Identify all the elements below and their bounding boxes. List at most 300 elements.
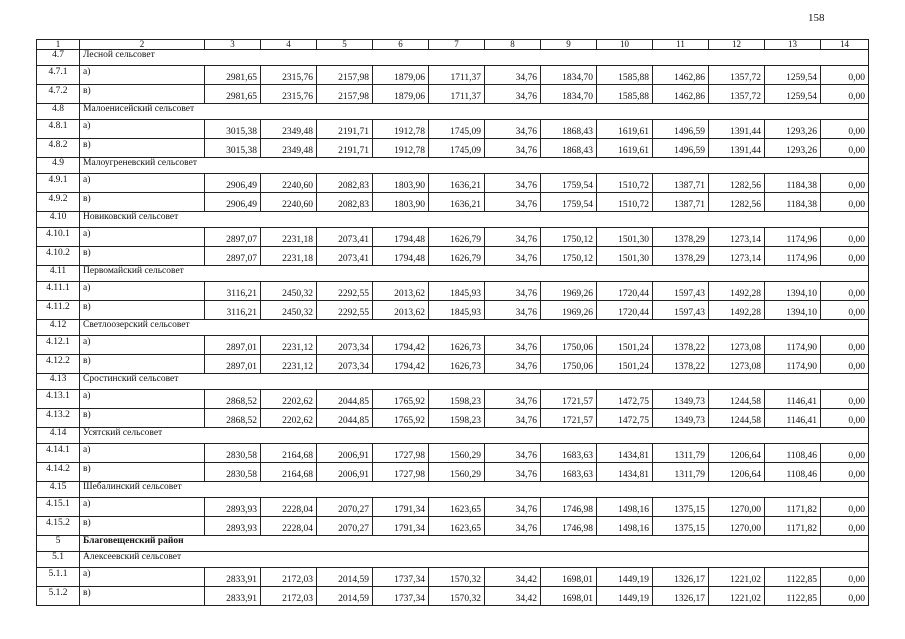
value-cell: 2164,68 [261, 463, 317, 482]
value-cell: 1969,26 [541, 282, 597, 301]
value-cell: 1683,63 [541, 463, 597, 482]
value-cell: 1720,44 [597, 282, 653, 301]
value-cell: 2073,34 [317, 355, 373, 374]
row-label: в) [80, 247, 205, 266]
value-cell: 1349,73 [653, 390, 709, 409]
section-name: Алексеевский сельсовет [80, 552, 869, 568]
value-cell: 2240,60 [261, 174, 317, 193]
row-label: в) [80, 193, 205, 212]
value-cell: 2349,48 [261, 139, 317, 158]
column-number-5: 5 [317, 40, 373, 50]
value-cell: 1727,98 [373, 463, 429, 482]
row-code: 4.13.1 [37, 390, 80, 409]
value-cell: 2157,98 [317, 66, 373, 85]
value-cell: 1570,32 [429, 568, 485, 587]
value-cell: 1683,63 [541, 444, 597, 463]
table-row [37, 85, 869, 104]
value-cell: 1711,37 [429, 66, 485, 85]
value-cell: 2044,85 [317, 409, 373, 428]
value-cell: 34,76 [485, 282, 541, 301]
value-cell: 2006,91 [317, 444, 373, 463]
value-cell: 1293,26 [765, 120, 821, 139]
section-header-row [37, 552, 869, 568]
value-cell: 1378,22 [653, 355, 709, 374]
column-number-1: 1 [37, 40, 80, 50]
table-row [37, 568, 869, 587]
value-cell: 1273,14 [709, 247, 765, 266]
value-cell: 1273,08 [709, 336, 765, 355]
section-name: Сростинский сельсовет [80, 374, 869, 390]
table-row [37, 587, 869, 606]
table-row [37, 444, 869, 463]
value-cell: 1378,29 [653, 228, 709, 247]
value-cell: 1387,71 [653, 193, 709, 212]
value-cell: 2833,91 [205, 587, 261, 606]
row-code: 4.8.1 [37, 120, 80, 139]
value-cell: 1349,73 [653, 409, 709, 428]
value-cell: 1394,10 [765, 301, 821, 320]
value-cell: 0,00 [821, 568, 869, 587]
value-cell: 34,76 [485, 301, 541, 320]
value-cell: 1375,15 [653, 517, 709, 536]
value-cell: 1108,46 [765, 444, 821, 463]
value-cell: 1765,92 [373, 409, 429, 428]
row-code: 4.10.1 [37, 228, 80, 247]
value-cell: 1597,43 [653, 301, 709, 320]
value-cell: 1750,06 [541, 355, 597, 374]
value-cell: 2897,01 [205, 355, 261, 374]
value-cell: 1391,44 [709, 139, 765, 158]
value-cell: 1492,28 [709, 282, 765, 301]
value-cell: 2897,07 [205, 247, 261, 266]
section-name: Усятский сельсовет [80, 428, 869, 444]
section-header-row [37, 104, 869, 120]
value-cell: 1146,41 [765, 409, 821, 428]
row-code: 4.13.2 [37, 409, 80, 428]
value-cell: 1449,19 [597, 587, 653, 606]
value-cell: 2906,49 [205, 174, 261, 193]
row-code: 4.9.2 [37, 193, 80, 212]
value-cell: 1273,08 [709, 355, 765, 374]
value-cell: 3116,21 [205, 301, 261, 320]
value-cell: 2070,27 [317, 498, 373, 517]
value-cell: 2014,59 [317, 568, 373, 587]
section-name: Первомайский сельсовет [80, 266, 869, 282]
section-code: 5.1 [37, 552, 80, 568]
value-cell: 2981,65 [205, 66, 261, 85]
row-code: 4.15.1 [37, 498, 80, 517]
value-cell: 1122,85 [765, 587, 821, 606]
column-number-7: 7 [429, 40, 485, 50]
value-cell: 1803,90 [373, 193, 429, 212]
value-cell: 0,00 [821, 390, 869, 409]
value-cell: 2893,93 [205, 498, 261, 517]
row-code: 4.7.2 [37, 85, 80, 104]
value-cell: 1585,88 [597, 66, 653, 85]
value-cell: 1623,65 [429, 498, 485, 517]
section-header-row [37, 212, 869, 228]
value-cell: 2292,55 [317, 301, 373, 320]
value-cell: 1108,46 [765, 463, 821, 482]
row-label: а) [80, 498, 205, 517]
value-cell: 1122,85 [765, 568, 821, 587]
column-number-14: 14 [821, 40, 869, 50]
value-cell: 1745,09 [429, 139, 485, 158]
value-cell: 1244,58 [709, 390, 765, 409]
table-row [37, 120, 869, 139]
value-cell: 2164,68 [261, 444, 317, 463]
value-cell: 34,76 [485, 85, 541, 104]
value-cell: 1496,59 [653, 120, 709, 139]
value-cell: 1834,70 [541, 85, 597, 104]
value-cell: 1472,75 [597, 409, 653, 428]
value-cell: 0,00 [821, 247, 869, 266]
value-cell: 1720,44 [597, 301, 653, 320]
value-cell: 1221,02 [709, 568, 765, 587]
column-number-10: 10 [597, 40, 653, 50]
section-code: 5 [37, 536, 80, 552]
section-header-row [37, 320, 869, 336]
value-cell: 2240,60 [261, 193, 317, 212]
value-cell: 3015,38 [205, 139, 261, 158]
value-cell: 1378,29 [653, 247, 709, 266]
value-cell: 1626,79 [429, 247, 485, 266]
value-cell: 34,76 [485, 193, 541, 212]
value-cell: 3116,21 [205, 282, 261, 301]
column-number-6: 6 [373, 40, 429, 50]
section-header-row [37, 158, 869, 174]
value-cell: 0,00 [821, 120, 869, 139]
value-cell: 2450,32 [261, 282, 317, 301]
value-cell: 34,76 [485, 444, 541, 463]
value-cell: 0,00 [821, 409, 869, 428]
row-code: 4.14.2 [37, 463, 80, 482]
value-cell: 2191,71 [317, 120, 373, 139]
table-row [37, 247, 869, 266]
table-row [37, 282, 869, 301]
row-label: в) [80, 409, 205, 428]
value-cell: 1969,26 [541, 301, 597, 320]
value-cell: 1759,54 [541, 193, 597, 212]
page-number: 158 [808, 12, 825, 24]
value-cell: 1184,38 [765, 193, 821, 212]
value-cell: 1845,93 [429, 282, 485, 301]
value-cell: 1737,34 [373, 587, 429, 606]
value-cell: 1626,73 [429, 355, 485, 374]
value-cell: 1174,96 [765, 247, 821, 266]
value-cell: 1636,21 [429, 193, 485, 212]
value-cell: 2172,03 [261, 568, 317, 587]
value-cell: 34,76 [485, 498, 541, 517]
value-cell: 1721,57 [541, 409, 597, 428]
value-cell: 0,00 [821, 139, 869, 158]
table-row [37, 463, 869, 482]
value-cell: 2013,62 [373, 301, 429, 320]
value-cell: 34,76 [485, 66, 541, 85]
row-code: 4.11.1 [37, 282, 80, 301]
value-cell: 34,76 [485, 517, 541, 536]
value-cell: 1619,61 [597, 120, 653, 139]
value-cell: 1560,29 [429, 463, 485, 482]
value-cell: 1510,72 [597, 193, 653, 212]
value-cell: 1259,54 [765, 66, 821, 85]
value-cell: 1270,00 [709, 498, 765, 517]
section-header-row [37, 50, 869, 66]
column-number-3: 3 [205, 40, 261, 50]
value-cell: 34,76 [485, 120, 541, 139]
table-row [37, 228, 869, 247]
value-cell: 1174,96 [765, 228, 821, 247]
value-cell: 1745,09 [429, 120, 485, 139]
value-cell: 1184,38 [765, 174, 821, 193]
value-cell: 1879,06 [373, 66, 429, 85]
value-cell: 1598,23 [429, 390, 485, 409]
value-cell: 1492,28 [709, 301, 765, 320]
value-cell: 1598,23 [429, 409, 485, 428]
row-label: а) [80, 390, 205, 409]
value-cell: 1794,48 [373, 247, 429, 266]
value-cell: 1501,30 [597, 247, 653, 266]
section-header-row [37, 374, 869, 390]
table-row [37, 498, 869, 517]
value-cell: 1174,90 [765, 355, 821, 374]
value-cell: 1791,34 [373, 498, 429, 517]
row-code: 5.1.1 [37, 568, 80, 587]
value-cell: 1803,90 [373, 174, 429, 193]
value-cell: 2833,91 [205, 568, 261, 587]
value-cell: 2292,55 [317, 282, 373, 301]
section-code: 4.13 [37, 374, 80, 390]
value-cell: 2231,18 [261, 228, 317, 247]
value-cell: 34,76 [485, 409, 541, 428]
value-cell: 1311,79 [653, 444, 709, 463]
value-cell: 1206,64 [709, 444, 765, 463]
section-code: 4.15 [37, 482, 80, 498]
value-cell: 1449,19 [597, 568, 653, 587]
value-cell: 2073,34 [317, 336, 373, 355]
value-cell: 2231,12 [261, 355, 317, 374]
value-cell: 0,00 [821, 355, 869, 374]
value-cell: 2830,58 [205, 463, 261, 482]
value-cell: 1912,78 [373, 120, 429, 139]
section-header-row [37, 482, 869, 498]
value-cell: 0,00 [821, 85, 869, 104]
row-code: 4.10.2 [37, 247, 80, 266]
value-cell: 2172,03 [261, 587, 317, 606]
value-cell: 2013,62 [373, 282, 429, 301]
value-cell: 1626,73 [429, 336, 485, 355]
value-cell: 1387,71 [653, 174, 709, 193]
value-cell: 0,00 [821, 301, 869, 320]
value-cell: 1311,79 [653, 463, 709, 482]
value-cell: 1391,44 [709, 120, 765, 139]
value-cell: 1759,54 [541, 174, 597, 193]
row-code: 4.11.2 [37, 301, 80, 320]
row-code: 4.8.2 [37, 139, 80, 158]
value-cell: 1794,42 [373, 355, 429, 374]
value-cell: 1244,58 [709, 409, 765, 428]
table-row [37, 193, 869, 212]
value-cell: 1623,65 [429, 517, 485, 536]
row-label: в) [80, 139, 205, 158]
table-row [37, 336, 869, 355]
value-cell: 1146,41 [765, 390, 821, 409]
table-row [37, 390, 869, 409]
value-cell: 34,76 [485, 228, 541, 247]
value-cell: 1727,98 [373, 444, 429, 463]
section-name: Шебалинский сельсовет [80, 482, 869, 498]
value-cell: 0,00 [821, 336, 869, 355]
section-code: 4.12 [37, 320, 80, 336]
row-code: 4.15.2 [37, 517, 80, 536]
value-cell: 0,00 [821, 463, 869, 482]
value-cell: 0,00 [821, 517, 869, 536]
value-cell: 2830,58 [205, 444, 261, 463]
row-code: 4.12.2 [37, 355, 80, 374]
value-cell: 1750,12 [541, 247, 597, 266]
value-cell: 2897,07 [205, 228, 261, 247]
value-cell: 2006,91 [317, 463, 373, 482]
value-cell: 2202,62 [261, 409, 317, 428]
section-code: 4.9 [37, 158, 80, 174]
value-cell: 1273,14 [709, 228, 765, 247]
value-cell: 34,76 [485, 139, 541, 158]
value-cell: 1791,34 [373, 517, 429, 536]
column-number-11: 11 [653, 40, 709, 50]
value-cell: 2073,41 [317, 228, 373, 247]
section-code: 4.10 [37, 212, 80, 228]
value-cell: 1721,57 [541, 390, 597, 409]
value-cell: 0,00 [821, 498, 869, 517]
value-cell: 2202,62 [261, 390, 317, 409]
value-cell: 2893,93 [205, 517, 261, 536]
value-cell: 1794,48 [373, 228, 429, 247]
value-cell: 1434,81 [597, 463, 653, 482]
value-cell: 1746,98 [541, 517, 597, 536]
value-cell: 1472,75 [597, 390, 653, 409]
value-cell: 2014,59 [317, 587, 373, 606]
value-cell: 1510,72 [597, 174, 653, 193]
value-cell: 34,76 [485, 390, 541, 409]
value-cell: 2868,52 [205, 390, 261, 409]
section-header-row [37, 266, 869, 282]
value-cell: 2044,85 [317, 390, 373, 409]
value-cell: 1912,78 [373, 139, 429, 158]
section-name: Светлоозерский сельсовет [80, 320, 869, 336]
value-cell: 1375,15 [653, 498, 709, 517]
row-label: а) [80, 66, 205, 85]
column-number-2: 2 [80, 40, 205, 50]
value-cell: 0,00 [821, 282, 869, 301]
row-label: в) [80, 463, 205, 482]
value-cell: 2073,41 [317, 247, 373, 266]
value-cell: 1206,64 [709, 463, 765, 482]
section-name: Малоенисейский сельсовет [80, 104, 869, 120]
value-cell: 1394,10 [765, 282, 821, 301]
row-label: а) [80, 336, 205, 355]
value-cell: 2231,12 [261, 336, 317, 355]
value-cell: 2231,18 [261, 247, 317, 266]
value-cell: 34,76 [485, 336, 541, 355]
value-cell: 34,42 [485, 587, 541, 606]
value-cell: 1750,12 [541, 228, 597, 247]
value-cell: 0,00 [821, 66, 869, 85]
value-cell: 1357,72 [709, 85, 765, 104]
value-cell: 1501,24 [597, 355, 653, 374]
row-code: 4.14.1 [37, 444, 80, 463]
value-cell: 1626,79 [429, 228, 485, 247]
value-cell: 0,00 [821, 228, 869, 247]
value-cell: 34,76 [485, 355, 541, 374]
value-cell: 0,00 [821, 174, 869, 193]
value-cell: 2228,04 [261, 517, 317, 536]
value-cell: 1746,98 [541, 498, 597, 517]
section-code: 4.7 [37, 50, 80, 66]
value-cell: 0,00 [821, 587, 869, 606]
value-cell: 1750,06 [541, 336, 597, 355]
table-row [37, 301, 869, 320]
column-number-13: 13 [765, 40, 821, 50]
value-cell: 1282,56 [709, 174, 765, 193]
value-cell: 1501,24 [597, 336, 653, 355]
value-cell: 1282,56 [709, 193, 765, 212]
value-cell: 1585,88 [597, 85, 653, 104]
value-cell: 1636,21 [429, 174, 485, 193]
section-code: 4.11 [37, 266, 80, 282]
column-number-8: 8 [485, 40, 541, 50]
value-cell: 1270,00 [709, 517, 765, 536]
value-cell: 1597,43 [653, 282, 709, 301]
value-cell: 1698,01 [541, 587, 597, 606]
row-label: в) [80, 517, 205, 536]
value-cell: 2897,01 [205, 336, 261, 355]
table-row [37, 355, 869, 374]
value-cell: 1498,16 [597, 498, 653, 517]
value-cell: 34,76 [485, 463, 541, 482]
value-cell: 1868,43 [541, 139, 597, 158]
table-row [37, 66, 869, 85]
tariff-table-container [36, 39, 868, 606]
value-cell: 1171,82 [765, 498, 821, 517]
section-code: 4.8 [37, 104, 80, 120]
value-cell: 1221,02 [709, 587, 765, 606]
value-cell: 2191,71 [317, 139, 373, 158]
value-cell: 2228,04 [261, 498, 317, 517]
value-cell: 34,76 [485, 174, 541, 193]
value-cell: 0,00 [821, 444, 869, 463]
value-cell: 1326,17 [653, 587, 709, 606]
value-cell: 1765,92 [373, 390, 429, 409]
value-cell: 1496,59 [653, 139, 709, 158]
value-cell: 1737,34 [373, 568, 429, 587]
row-label: в) [80, 587, 205, 606]
value-cell: 1259,54 [765, 85, 821, 104]
value-cell: 1498,16 [597, 517, 653, 536]
value-cell: 1462,86 [653, 85, 709, 104]
value-cell: 2349,48 [261, 120, 317, 139]
region-header-row [37, 536, 869, 552]
value-cell: 1171,82 [765, 517, 821, 536]
value-cell: 2315,76 [261, 66, 317, 85]
value-cell: 1570,32 [429, 587, 485, 606]
value-cell: 2906,49 [205, 193, 261, 212]
row-label: а) [80, 228, 205, 247]
row-code: 4.12.1 [37, 336, 80, 355]
row-label: а) [80, 120, 205, 139]
value-cell: 3015,38 [205, 120, 261, 139]
value-cell: 1879,06 [373, 85, 429, 104]
value-cell: 2082,83 [317, 193, 373, 212]
